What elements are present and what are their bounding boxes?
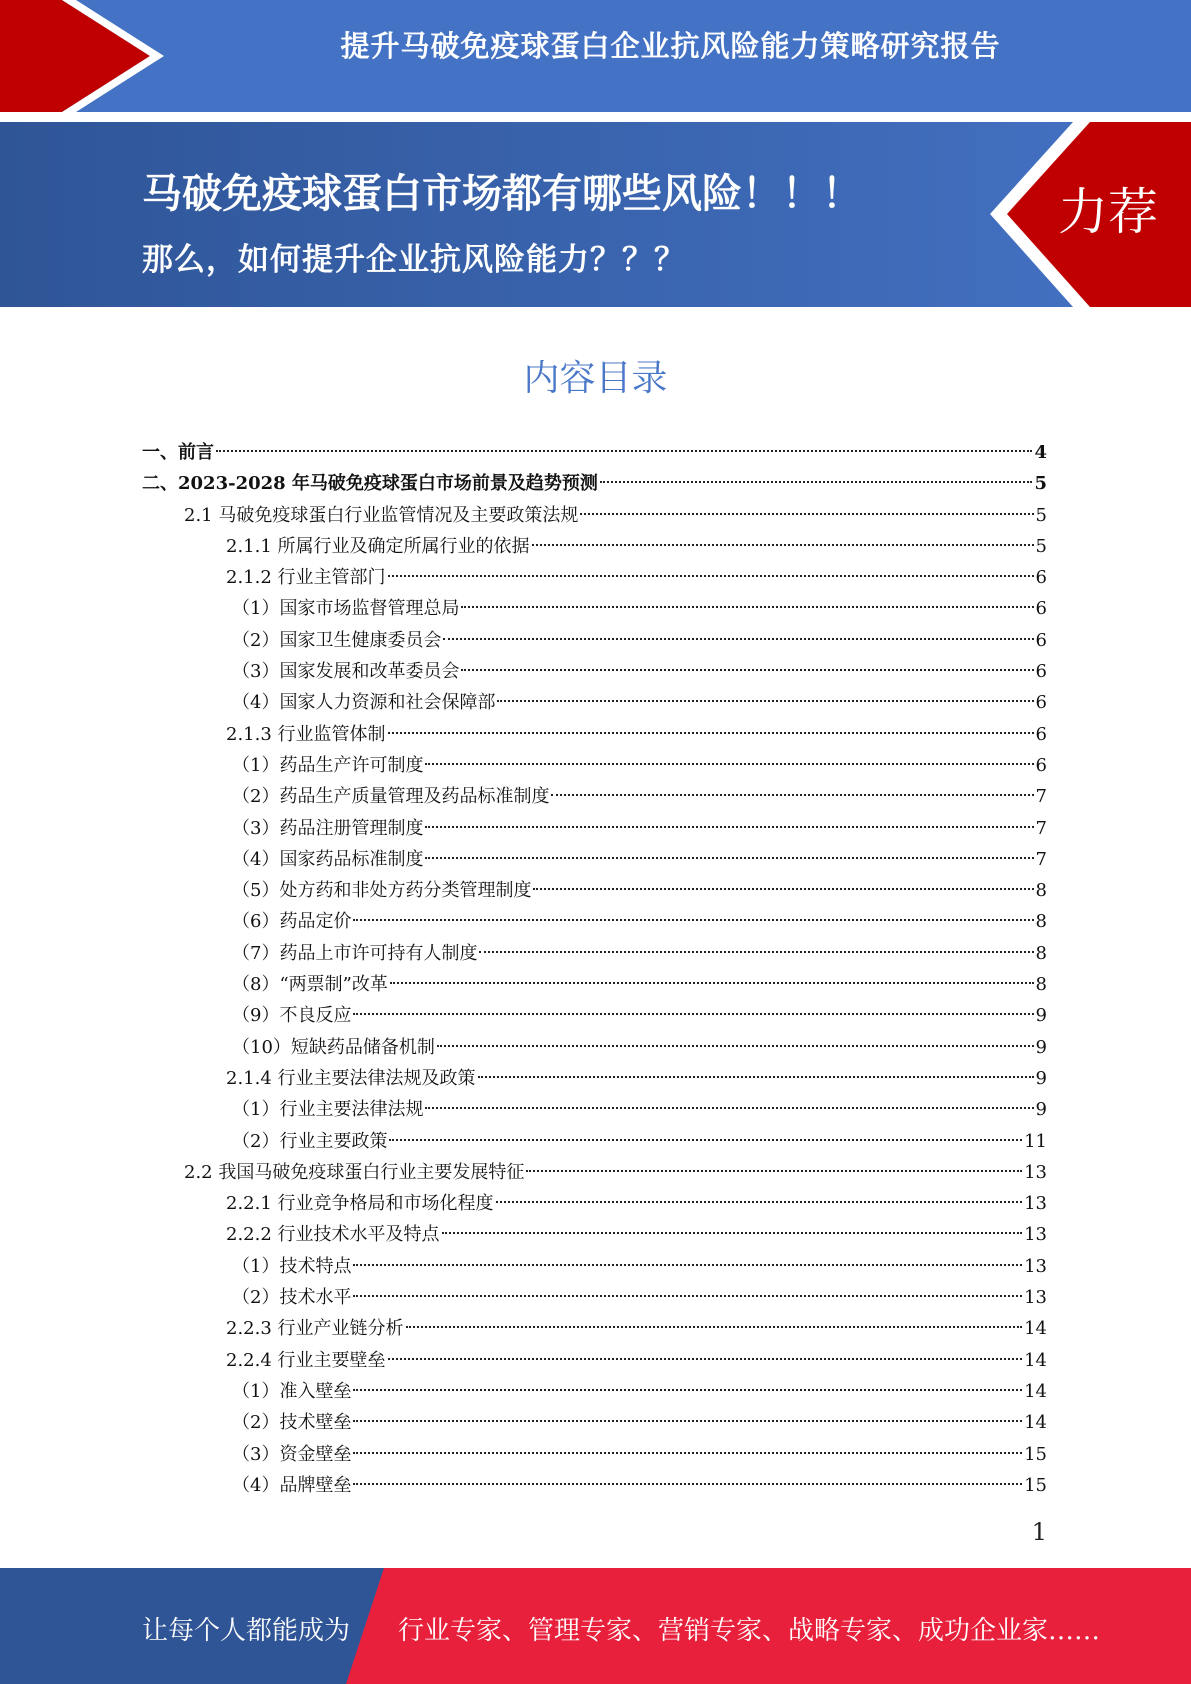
toc-leader-dots — [353, 1420, 1022, 1422]
toc-entry[interactable] — [142, 906, 1047, 937]
toc-entry-label: （1）技术特点 — [232, 1255, 352, 1277]
toc-entry[interactable] — [142, 1282, 1047, 1313]
toc-leader-dots — [497, 700, 1033, 702]
toc-entry-page: 13 — [1024, 1287, 1047, 1309]
page-number: 1 — [1031, 1518, 1047, 1546]
toc-leader-dots — [551, 794, 1033, 796]
toc-entry-label: （1）国家市场监督管理总局 — [232, 598, 460, 620]
footer-banner — [0, 1568, 1191, 1684]
toc-entry-label: （4）国家人力资源和社会保障部 — [232, 692, 496, 714]
toc-entry[interactable] — [142, 1345, 1047, 1376]
toc-entry[interactable] — [142, 531, 1047, 562]
toc-entry-label: （8）“两票制”改革 — [232, 974, 388, 996]
toc-entry[interactable] — [142, 1219, 1047, 1250]
toc-leader-dots — [388, 1358, 1023, 1360]
toc-entry[interactable] — [142, 1470, 1047, 1501]
toc-leader-dots — [353, 1295, 1022, 1297]
toc-entry-page: 7 — [1035, 848, 1047, 870]
table-of-contents — [142, 437, 1047, 1501]
toc-entry[interactable] — [142, 875, 1047, 906]
toc-entry-label: （1）准入壁垒 — [232, 1380, 352, 1402]
toc-leader-dots — [388, 575, 1034, 577]
toc-entry-page: 8 — [1035, 974, 1047, 996]
toc-entry-label: （3）国家发展和改革委员会 — [232, 661, 460, 683]
toc-entry[interactable] — [142, 969, 1047, 1000]
toc-leader-dots — [496, 1201, 1023, 1203]
toc-entry[interactable] — [142, 500, 1047, 531]
toc-leader-dots — [353, 919, 1033, 921]
toc-leader-dots — [353, 1452, 1022, 1454]
toc-entry-label: （4）国家药品标准制度 — [232, 848, 424, 870]
toc-entry-page: 15 — [1024, 1443, 1047, 1465]
toc-entry-page: 13 — [1024, 1255, 1047, 1277]
toc-leader-dots — [425, 763, 1033, 765]
toc-entry-label: （4）品牌壁垒 — [232, 1474, 352, 1496]
hero-banner — [0, 122, 1191, 307]
toc-entry-label: 2.2.4 行业主要壁垒 — [226, 1349, 386, 1371]
toc-leader-dots — [353, 1483, 1022, 1485]
toc-entry[interactable] — [142, 813, 1047, 844]
toc-entry[interactable] — [142, 1126, 1047, 1157]
toc-leader-dots — [533, 888, 1033, 890]
toc-leader-dots — [600, 481, 1033, 483]
toc-entry[interactable] — [142, 1000, 1047, 1031]
toc-entry-label: 2.1.2 行业主管部门 — [226, 567, 386, 589]
toc-leader-dots — [425, 1107, 1033, 1109]
toc-leader-dots — [479, 951, 1033, 953]
toc-entry-page: 8 — [1035, 911, 1047, 933]
toc-entry-label: （9）不良反应 — [232, 1005, 352, 1027]
toc-entry-page: 6 — [1035, 723, 1047, 745]
toc-entry[interactable] — [142, 1439, 1047, 1470]
toc-entry[interactable] — [142, 593, 1047, 624]
toc-entry-label: 二、2023-2028 年马破免疫球蛋白市场前景及趋势预测 — [142, 473, 598, 495]
toc-entry[interactable] — [142, 844, 1047, 875]
toc-entry-label: （2）药品生产质量管理及药品标准制度 — [232, 786, 550, 808]
toc-entry[interactable] — [142, 1376, 1047, 1407]
toc-leader-dots — [532, 544, 1034, 546]
toc-entry[interactable] — [142, 437, 1047, 468]
toc-entry-page: 6 — [1035, 661, 1047, 683]
toc-leader-dots — [390, 982, 1034, 984]
toc-leader-dots — [425, 826, 1033, 828]
toc-entry-label: （2）技术水平 — [232, 1287, 352, 1309]
report-title: 提升马破免疫球蛋白企业抗风险能力策略研究报告 — [340, 29, 1001, 63]
toc-entry-page: 8 — [1035, 880, 1047, 902]
toc-entry-page: 5 — [1035, 535, 1047, 557]
toc-entry-label: 2.1.1 所属行业及确定所属行业的依据 — [226, 535, 530, 557]
toc-leader-dots — [461, 669, 1033, 671]
toc-entry[interactable] — [142, 1032, 1047, 1063]
toc-entry-page: 7 — [1035, 817, 1047, 839]
toc-leader-dots — [443, 638, 1033, 640]
toc-entry-label: （1）行业主要法律法规 — [232, 1099, 424, 1121]
toc-entry[interactable] — [142, 1063, 1047, 1094]
toc-entry[interactable] — [142, 1407, 1047, 1438]
toc-entry-page: 5 — [1035, 504, 1047, 526]
top-banner — [0, 0, 1191, 112]
toc-entry[interactable] — [142, 1094, 1047, 1125]
toc-entry[interactable] — [142, 625, 1047, 656]
toc-entry-page: 6 — [1035, 598, 1047, 620]
toc-leader-dots — [353, 1264, 1022, 1266]
toc-leader-dots — [478, 1076, 1034, 1078]
toc-entry-page: 6 — [1035, 567, 1047, 589]
toc-entry-label: 2.2.1 行业竞争格局和市场化程度 — [226, 1193, 494, 1215]
toc-leader-dots — [216, 450, 1032, 452]
toc-entry-page: 7 — [1035, 786, 1047, 808]
toc-leader-dots — [353, 1013, 1033, 1015]
toc-entry-label: （3）资金壁垒 — [232, 1443, 352, 1465]
toc-entry-page: 6 — [1035, 692, 1047, 714]
toc-entry-label: （1）药品生产许可制度 — [232, 754, 424, 776]
toc-leader-dots — [389, 1139, 1022, 1141]
toc-entry-label: （2）技术壁垒 — [232, 1412, 352, 1434]
toc-entry-label: 2.1 马破免疫球蛋白行业监管情况及主要政策法规 — [184, 504, 579, 526]
toc-leader-dots — [580, 513, 1033, 515]
toc-entry[interactable] — [142, 781, 1047, 812]
toc-leader-dots — [406, 1326, 1023, 1328]
toc-entry-label: （3）药品注册管理制度 — [232, 817, 424, 839]
toc-entry-page: 14 — [1024, 1380, 1047, 1402]
toc-entry-page: 6 — [1035, 629, 1047, 651]
toc-entry-page: 14 — [1024, 1318, 1047, 1340]
recommend-badge: 力荐 — [1058, 183, 1158, 241]
toc-entry-page: 13 — [1024, 1193, 1047, 1215]
toc-entry-label: 2.2.3 行业产业链分析 — [226, 1318, 404, 1340]
toc-entry-page: 13 — [1024, 1161, 1047, 1183]
toc-entry-label: （2）行业主要政策 — [232, 1130, 388, 1152]
toc-heading: 内容目录 — [523, 358, 668, 399]
toc-entry-label: 2.1.4 行业主要法律法规及政策 — [226, 1067, 476, 1089]
toc-entry-page: 8 — [1035, 942, 1047, 964]
toc-leader-dots — [526, 1170, 1022, 1172]
toc-entry[interactable] — [142, 750, 1047, 781]
toc-entry-label: （5）处方药和非处方药分类管理制度 — [232, 880, 532, 902]
toc-entry-page: 5 — [1034, 473, 1047, 495]
toc-entry-page: 14 — [1024, 1412, 1047, 1434]
toc-entry[interactable] — [142, 562, 1047, 593]
toc-entry[interactable] — [142, 719, 1047, 750]
toc-entry-page: 9 — [1035, 1099, 1047, 1121]
toc-entry-label: （6）药品定价 — [232, 911, 352, 933]
toc-entry[interactable] — [142, 1313, 1047, 1344]
toc-entry-page: 9 — [1035, 1067, 1047, 1089]
toc-entry[interactable] — [142, 468, 1047, 499]
toc-entry-page: 9 — [1035, 1036, 1047, 1058]
toc-entry-page: 4 — [1034, 442, 1047, 463]
toc-entry-page: 13 — [1024, 1224, 1047, 1246]
toc-leader-dots — [442, 1232, 1023, 1234]
toc-leader-dots — [437, 1045, 1034, 1047]
toc-entry-page: 14 — [1024, 1349, 1047, 1371]
toc-entry-label: （7）药品上市许可持有人制度 — [232, 942, 478, 964]
toc-leader-dots — [425, 857, 1033, 859]
toc-leader-dots — [388, 732, 1034, 734]
toc-entry-label: 2.2.2 行业技术水平及特点 — [226, 1224, 440, 1246]
toc-entry-page: 15 — [1024, 1474, 1047, 1496]
toc-entry-page: 11 — [1024, 1130, 1047, 1152]
toc-entry[interactable] — [142, 1251, 1047, 1282]
toc-entry-page: 9 — [1035, 1005, 1047, 1027]
hero-headline: 马破免疫球蛋白市场都有哪些风险！！！ — [142, 171, 862, 217]
toc-entry-label: （2）国家卫生健康委员会 — [232, 629, 442, 651]
toc-entry[interactable] — [142, 656, 1047, 687]
toc-entry[interactable] — [142, 687, 1047, 718]
toc-entry-label: 2.2 我国马破免疫球蛋白行业主要发展特征 — [184, 1161, 525, 1183]
toc-entry-label: 一、前言 — [142, 442, 214, 463]
hero-subheadline: 那么，如何提升企业抗风险能力？？？ — [142, 242, 686, 278]
toc-entry-label: 2.1.3 行业监管体制 — [226, 723, 386, 745]
toc-entry-page: 6 — [1035, 754, 1047, 776]
toc-entry[interactable] — [142, 1188, 1047, 1219]
toc-leader-dots — [353, 1389, 1022, 1391]
toc-entry[interactable] — [142, 1157, 1047, 1188]
footer-slogan-roles: 行业专家、管理专家、营销专家、战略专家、成功企业家…… — [398, 1616, 1101, 1646]
footer-slogan-lead: 让每个人都能成为 — [142, 1616, 351, 1646]
toc-entry[interactable] — [142, 938, 1047, 969]
toc-entry-label: （10）短缺药品储备机制 — [232, 1036, 435, 1058]
toc-leader-dots — [461, 606, 1033, 608]
